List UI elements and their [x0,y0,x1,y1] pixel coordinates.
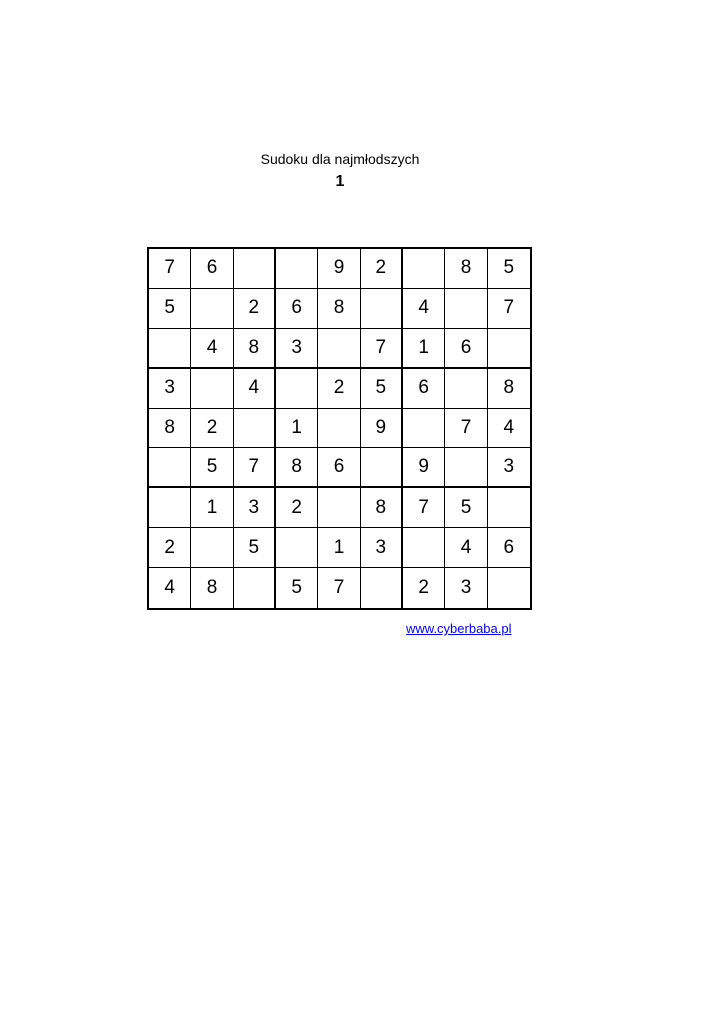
sudoku-cell[interactable]: 6 [191,249,233,289]
sudoku-cell[interactable]: 3 [488,448,530,488]
sudoku-cell[interactable] [149,329,191,369]
sudoku-cell[interactable] [191,289,233,329]
sudoku-cell[interactable]: 9 [318,249,360,289]
sudoku-cell[interactable] [318,329,360,369]
sudoku-cell[interactable]: 6 [318,448,360,488]
sudoku-cell[interactable]: 5 [488,249,530,289]
sudoku-cell[interactable] [318,488,360,528]
sudoku-cell[interactable]: 8 [488,369,530,409]
sudoku-cell[interactable]: 2 [149,528,191,568]
sudoku-cell[interactable]: 4 [191,329,233,369]
sudoku-cell[interactable]: 3 [234,488,276,528]
sudoku-cell[interactable]: 6 [488,528,530,568]
sudoku-cell[interactable] [234,249,276,289]
sudoku-cell[interactable]: 8 [361,488,403,528]
sudoku-cell[interactable]: 5 [191,448,233,488]
sudoku-cell[interactable]: 2 [191,409,233,449]
website-link[interactable]: www.cyberbaba.pl [406,621,512,636]
sudoku-cell[interactable] [403,528,445,568]
sudoku-cell[interactable] [403,409,445,449]
sudoku-cell[interactable]: 6 [276,289,318,329]
sudoku-cell[interactable] [361,448,403,488]
sudoku-cell[interactable]: 6 [445,329,487,369]
sudoku-cell[interactable] [403,249,445,289]
sudoku-cell[interactable]: 4 [234,369,276,409]
sudoku-cell[interactable] [488,488,530,528]
sudoku-cell[interactable]: 7 [361,329,403,369]
sudoku-cell[interactable] [445,448,487,488]
sudoku-cell[interactable]: 4 [445,528,487,568]
sudoku-cell[interactable]: 5 [445,488,487,528]
sudoku-cell[interactable] [361,289,403,329]
sudoku-cell[interactable]: 4 [403,289,445,329]
sudoku-cell[interactable] [191,369,233,409]
sudoku-cell[interactable]: 1 [318,528,360,568]
page-title: Sudoku dla najmłodszych [260,151,420,167]
sudoku-cell[interactable]: 7 [403,488,445,528]
sudoku-cell[interactable]: 7 [149,249,191,289]
sudoku-cell[interactable]: 7 [234,448,276,488]
sudoku-cell[interactable]: 5 [149,289,191,329]
sudoku-cell[interactable] [361,568,403,608]
sudoku-cell[interactable] [234,409,276,449]
sudoku-cell[interactable]: 9 [361,409,403,449]
sudoku-cell[interactable] [149,448,191,488]
sudoku-cell[interactable] [445,369,487,409]
sudoku-cell[interactable]: 2 [318,369,360,409]
sudoku-cell[interactable]: 7 [318,568,360,608]
sudoku-cell[interactable]: 8 [149,409,191,449]
sudoku-cell[interactable]: 8 [276,448,318,488]
sudoku-cell[interactable]: 8 [318,289,360,329]
sudoku-cell[interactable] [191,528,233,568]
sudoku-cell[interactable]: 3 [149,369,191,409]
sudoku-cell[interactable]: 3 [276,329,318,369]
sudoku-cell[interactable]: 3 [361,528,403,568]
sudoku-cell[interactable] [318,409,360,449]
sudoku-cell[interactable] [276,528,318,568]
sudoku-cell[interactable]: 4 [149,568,191,608]
sudoku-grid [147,247,532,610]
sudoku-cell[interactable] [488,568,530,608]
sudoku-cell[interactable]: 7 [488,289,530,329]
sudoku-cell[interactable] [276,369,318,409]
sudoku-cell[interactable]: 6 [403,369,445,409]
sudoku-cell[interactable]: 5 [361,369,403,409]
sudoku-cell[interactable]: 2 [276,488,318,528]
sudoku-cell[interactable]: 8 [191,568,233,608]
sudoku-cell[interactable]: 9 [403,448,445,488]
sudoku-cell[interactable]: 2 [403,568,445,608]
sudoku-cell[interactable]: 2 [361,249,403,289]
sudoku-cell[interactable]: 5 [234,528,276,568]
sudoku-cell[interactable] [445,289,487,329]
sudoku-cell[interactable]: 1 [403,329,445,369]
sudoku-cell[interactable]: 8 [234,329,276,369]
sudoku-cell[interactable] [276,249,318,289]
sudoku-cell[interactable]: 5 [276,568,318,608]
sudoku-cell[interactable]: 3 [445,568,487,608]
sudoku-cell[interactable]: 8 [445,249,487,289]
sudoku-cell[interactable]: 7 [445,409,487,449]
sudoku-cell[interactable]: 1 [276,409,318,449]
sudoku-cell[interactable] [149,488,191,528]
sudoku-cell[interactable] [488,329,530,369]
sudoku-cell[interactable]: 1 [191,488,233,528]
sudoku-cell[interactable]: 2 [234,289,276,329]
puzzle-number: 1 [335,173,345,190]
sudoku-cell[interactable] [234,568,276,608]
sudoku-cell[interactable]: 4 [488,409,530,449]
